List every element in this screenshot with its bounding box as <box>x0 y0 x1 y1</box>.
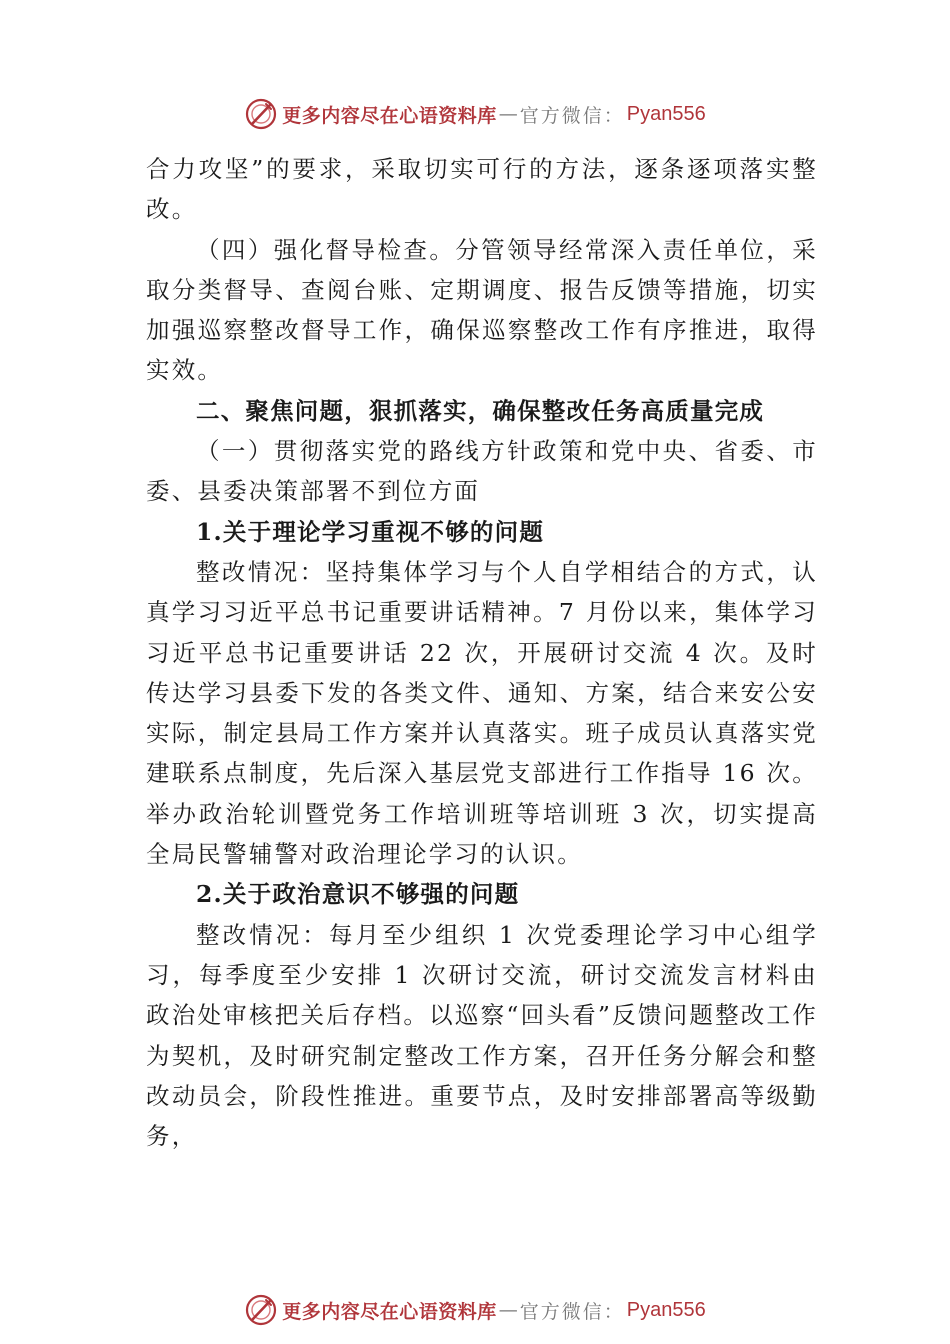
footer-watermark-banner <box>0 1290 950 1330</box>
banner-dash: — <box>498 103 518 125</box>
header-watermark-banner <box>0 94 950 134</box>
paragraph-supervision: （四）强化督导检查。分管领导经常深入责任单位，采取分类督导、查阅台账、定期调度、报告反馈等措施，切实加强巡察整改督导工作，确保巡察整改工作有序推进，取得实效。 <box>146 235 818 385</box>
banner-brand-text: 更多内容尽在心语资料库 <box>282 1300 497 1323</box>
banner-dash: — <box>498 1299 518 1321</box>
banner-wechat-id: Pyan556 <box>626 1298 706 1321</box>
item-heading-2: 2.关于政治意识不够强的问题 <box>196 880 520 909</box>
paragraph-continuation: 合力攻坚”的要求，采取切实可行的方法，逐条逐项落实整改。 <box>146 155 818 224</box>
item-heading-1: 1.关于理论学习重视不够的问题 <box>196 517 545 546</box>
brand-logo-icon <box>244 1293 278 1327</box>
brand-logo-icon <box>244 97 278 131</box>
section-heading-2: 二、聚焦问题，狠抓落实，确保整改任务高质量完成 <box>196 396 765 425</box>
subsection-heading-1: （一）贯彻落实党的路线方针政策和党中央、省委、市委、县委决策部署不到位方面 <box>146 437 818 506</box>
paragraph-rectification-2: 整改情况：每月至少组织 1 次党委理论学习中心组学习，每季度至少安排 1 次研讨交流，研讨交流发言材料由政治处审核把关后存档。以巡察“回头看”反馈问题整改工作为契机，及时研究制定整改工作方案，召开任务分解会和整改动员会，阶段性推进。重要节点，及时安排部署高等级勤务， <box>146 920 818 1151</box>
banner-wechat-id: Pyan556 <box>626 102 706 125</box>
paragraph-rectification-1: 整改情况：坚持集体学习与个人自学相结合的方式，认真学习习近平总书记重要讲话精神。7 月份以来，集体学习习近平总书记重要讲话 22 次，开展研讨交流 4 次。及时传达学习县委下发的各类文件、通知、方案，结合来安公安实际，制定县局工作方案并认真落实。班子成员认真落实党建联系点制度，先后深入基层党支部进行工作指导 16 次。举办政治轮训暨党务工作培训班等培训班 3 次，切实提高全局民警辅警对政治理论学习的认识。 <box>146 557 818 869</box>
banner-wechat-label: 官方微信： <box>519 1300 625 1323</box>
banner-wechat-label: 官方微信： <box>519 104 625 127</box>
banner-brand-text: 更多内容尽在心语资料库 <box>282 104 497 127</box>
document-body <box>146 149 818 1156</box>
